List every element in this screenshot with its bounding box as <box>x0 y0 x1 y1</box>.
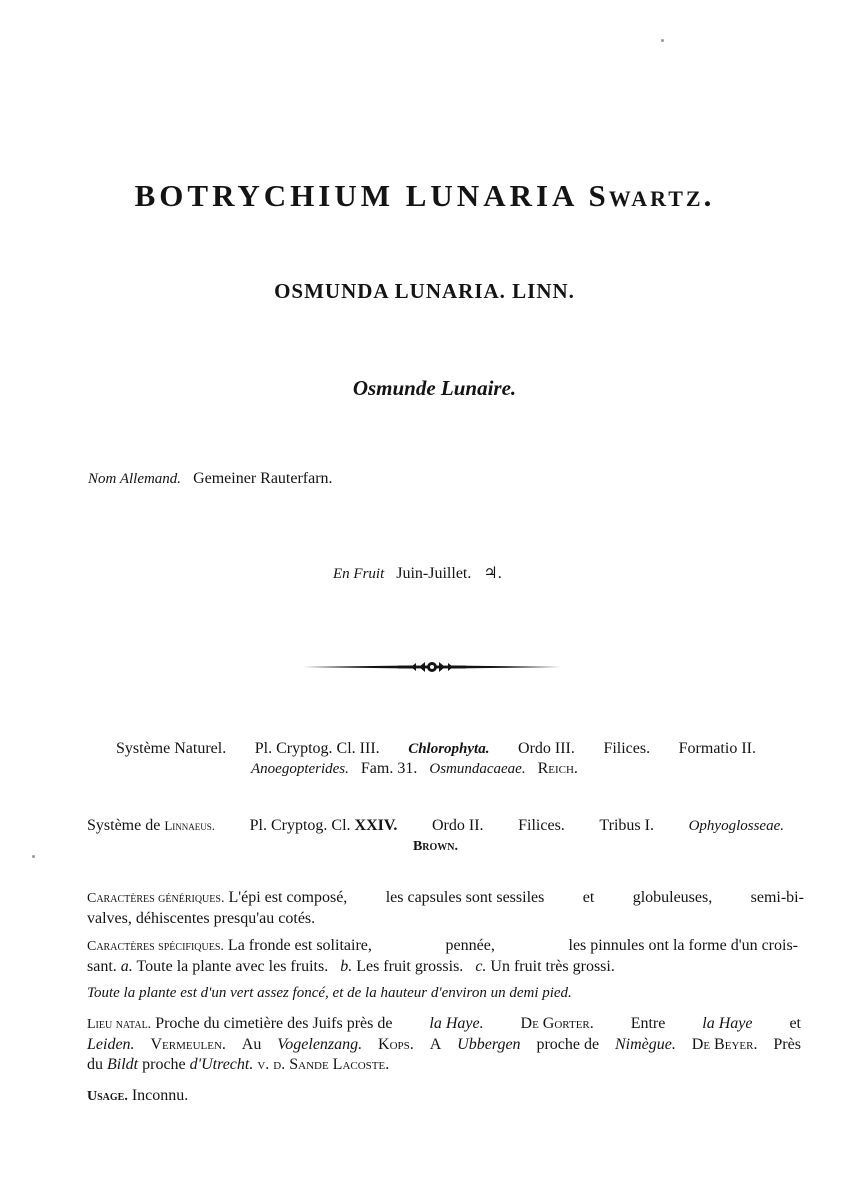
systeme-linnaeus-label: Système de <box>87 817 161 834</box>
figure-a-text: Toute la plante avec les fruits. <box>136 958 329 975</box>
fruit-label: En Fruit <box>333 566 385 582</box>
place-la-haye: la Haye. <box>429 1015 484 1032</box>
figure-b-text: Les fruit grossis. <box>356 958 464 975</box>
linnaeus-class-number: XXIV. <box>354 817 398 834</box>
lieu-text-et: et <box>789 1015 801 1032</box>
title-species: BOTRYCHIUM LUNARIA <box>134 178 577 213</box>
lieu-natal <box>87 1014 801 1075</box>
fruit-period <box>333 563 502 583</box>
caracteres-specifiques <box>87 936 798 1003</box>
lieu-natal-line-3 <box>87 1055 801 1075</box>
systeme-naturel-line-1 <box>116 739 756 759</box>
classification-ordo: Ordo III. <box>518 740 575 757</box>
place-bildt: Bildt <box>107 1056 139 1073</box>
collector-de-beyer: De Beyer. <box>691 1036 758 1053</box>
caracteres-specifiques-label: Caractères spécifiques. <box>87 939 224 954</box>
figure-b-label: b. <box>340 958 353 975</box>
linnaeus-filices: Filices. <box>518 817 565 834</box>
fruit-value: Juin-Juillet. <box>396 565 472 582</box>
classification-anoegopterides: Anoegopterides. <box>251 761 349 777</box>
usage-value: Inconnu. <box>131 1087 189 1104</box>
classification-formatio: Formatio II. <box>678 740 756 757</box>
classification-chlorophyta: Chlorophyta. <box>408 741 490 757</box>
specific-text-1: La fronde est solitaire, <box>227 937 372 954</box>
caracteres-generiques <box>87 888 804 929</box>
place-utrecht: d'Utrecht. <box>189 1056 254 1073</box>
figure-a-label: a. <box>120 958 133 975</box>
collector-sande-lacoste: v. d. Sande Lacoste. <box>257 1056 390 1073</box>
generic-text-5: semi-bi- <box>750 889 804 906</box>
figure-c-text: Un fruit très grossi. <box>490 958 615 975</box>
lieu-natal-line-1 <box>87 1014 801 1035</box>
collector-de-gorter: De Gorter. <box>520 1015 594 1032</box>
caracteres-generiques-line-2: valves, déhiscentes presqu'au cotés. <box>87 910 316 927</box>
usage <box>87 1086 188 1107</box>
lieu-text-entre: Entre <box>630 1015 666 1032</box>
scan-speck <box>661 39 664 42</box>
perennial-symbol: ♃. <box>483 565 502 582</box>
ornamental-divider <box>303 660 561 674</box>
place-la-haye-2: la Haye <box>702 1015 753 1032</box>
collector-kops: Kops. <box>378 1036 414 1053</box>
french-name: Osmunde Lunaire. <box>352 376 517 400</box>
usage-label: Usage. <box>87 1089 128 1104</box>
caracteres-specifiques-line-2 <box>87 957 798 977</box>
linnaeus-tribus: Tribus I. <box>599 817 654 834</box>
generic-text-4: globuleuses, <box>632 889 713 906</box>
caracteres-specifiques-line-1 <box>87 936 798 957</box>
lieu-text-proche-de: proche de <box>536 1036 600 1053</box>
german-name-label: Nom Allemand. <box>88 471 182 487</box>
lieu-text-au: Au <box>241 1036 262 1053</box>
systeme-linnaeus-line-2 <box>87 836 784 857</box>
place-vogelenzang: Vogelenzang. <box>277 1036 363 1053</box>
generic-text-2: les capsules sont sessiles <box>385 889 545 906</box>
linnaeus-class: Pl. Cryptog. Cl. <box>249 817 351 834</box>
systeme-naturel-line-2 <box>116 759 756 779</box>
classification-class: Pl. Cryptog. Cl. III. <box>254 740 380 757</box>
classification-osmundacaeae: Osmundacaeae. <box>429 761 526 777</box>
place-nimegue: Nimègue. <box>615 1036 676 1053</box>
caracteres-generiques-label: Caractères génériques. <box>87 891 225 906</box>
lieu-text-proche: proche <box>142 1056 186 1073</box>
systeme-naturel-label: Système Naturel. <box>116 740 227 757</box>
lieu-text-du: du <box>87 1056 103 1073</box>
german-name <box>88 470 333 488</box>
linnaeus-ordo: Ordo II. <box>431 817 484 834</box>
caracteres-specifiques-line-3: Toute la plante est d'un vert assez foncé, et de la hauteur d'environ un demi pied. <box>87 985 572 1001</box>
lieu-natal-label: Lieu natal. <box>87 1017 152 1032</box>
place-leiden: Leiden. <box>87 1036 135 1053</box>
systeme-linnaeus-line-1 <box>87 816 784 836</box>
specific-sant: sant. <box>87 958 117 975</box>
linnaeus-brown: Brown. <box>412 839 459 854</box>
figure-c-label: c. <box>475 958 487 975</box>
specific-text-3: les pinnules ont la forme d'un crois- <box>568 937 798 954</box>
linnaeus-ophyoglosseae: Ophyoglosseae. <box>688 818 784 834</box>
lieu-text-a: A <box>429 1036 442 1053</box>
synonym: OSMUNDA LUNARIA. LINN. <box>274 279 575 303</box>
page-title <box>0 178 849 214</box>
collector-vermeulen: Vermeulen. <box>150 1036 226 1053</box>
lieu-text-1: Proche du cimetière des Juifs près de <box>155 1015 393 1032</box>
classification-filices: Filices. <box>603 740 651 757</box>
classification-author: Reich. <box>537 760 578 777</box>
german-name-value: Gemeiner Rauterfarn. <box>193 470 333 487</box>
specific-text-2: pennée, <box>445 937 495 954</box>
generic-text-1: L'épi est composé, <box>228 889 348 906</box>
title-author: Swartz. <box>588 178 715 213</box>
systeme-naturel <box>116 739 756 779</box>
systeme-linnaeus <box>87 816 784 857</box>
classification-family: Fam. 31. <box>360 760 418 777</box>
caracteres-generiques-line-1 <box>87 888 804 909</box>
generic-text-3: et <box>582 889 595 906</box>
lieu-natal-line-2 <box>87 1035 801 1055</box>
linnaeus-name: Linnaeus. <box>164 818 216 833</box>
place-ubbergen: Ubbergen <box>457 1036 521 1053</box>
scan-speck <box>32 855 35 858</box>
lieu-text-pres: Près <box>773 1036 801 1053</box>
